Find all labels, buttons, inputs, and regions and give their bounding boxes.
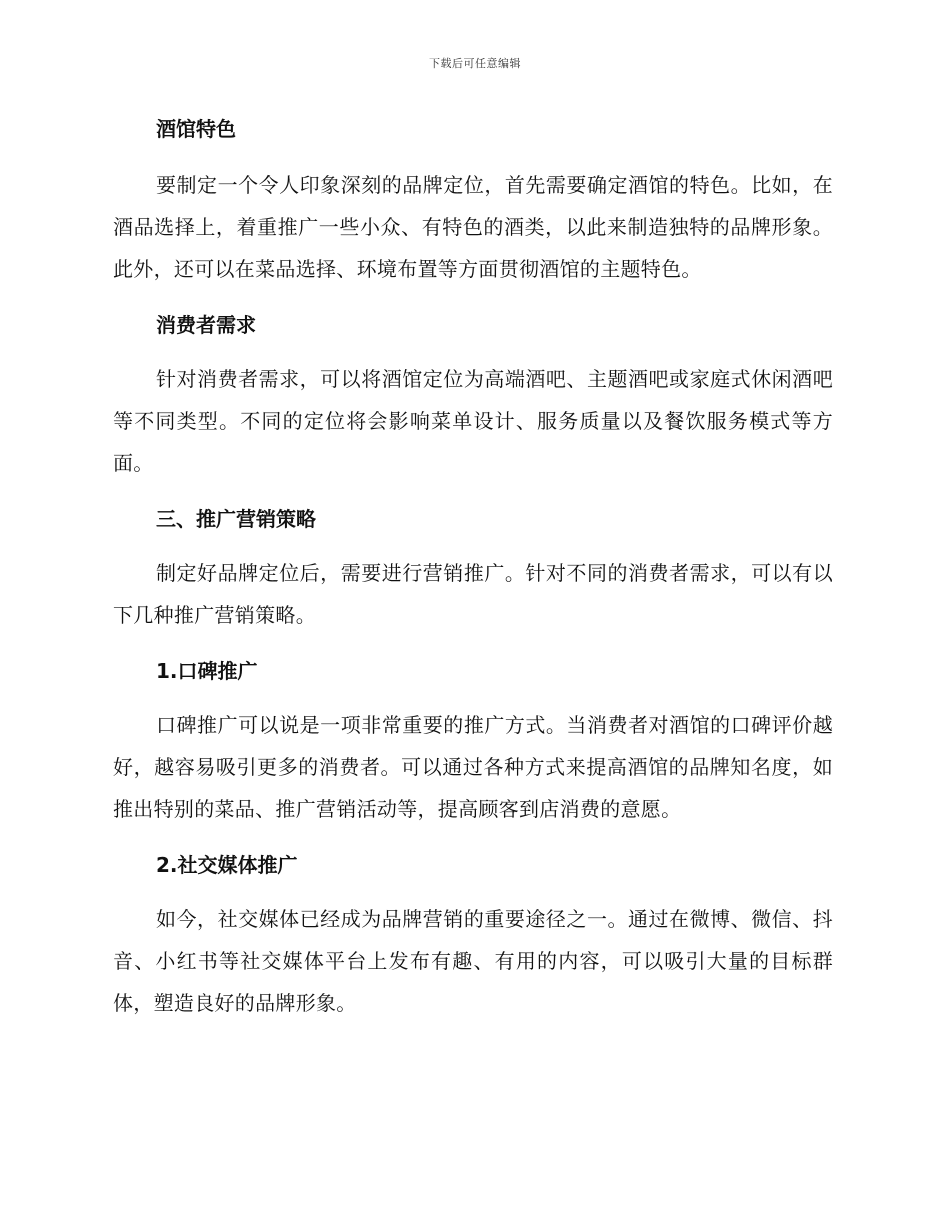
section-paragraph-social-media: 如今，社交媒体已经成为品牌营销的重要途径之一。通过在微博、微信、抖音、小红书等社交媒体平台上发布有趣、有用的内容，可以吸引大量的目标群体，塑造良好的品牌形象。 [113, 907, 833, 1015]
section-heading-social-media: 2.社交媒体推广 [156, 853, 298, 877]
section-heading-promotion-strategy: 三、推广营销策略 [156, 507, 316, 531]
section-heading-tavern-features: 酒馆特色 [156, 117, 236, 141]
page-header: 下载后可任意编辑 [429, 57, 521, 70]
section-heading-consumer-needs: 消费者需求 [156, 313, 256, 337]
document-body [113, 112, 833, 1024]
section-paragraph-tavern-features: 要制定一个令人印象深刻的品牌定位，首先需要确定酒馆的特色。比如，在酒品选择上，着重推广一些小众、有特色的酒类，以此来制造独特的品牌形象。此外，还可以在菜品选择、环境布置等方面贯彻酒馆的主题特色。 [113, 173, 833, 281]
section-paragraph-word-of-mouth: 口碑推广可以说是一项非常重要的推广方式。当消费者对酒馆的口碑评价越好，越容易吸引更多的消费者。可以通过各种方式来提高酒馆的品牌知名度，如推出特别的菜品、推广营销活动等，提高顾客到店消费的意愿。 [113, 713, 833, 821]
section-heading-word-of-mouth: 1.口碑推广 [156, 659, 258, 683]
section-paragraph-consumer-needs: 针对消费者需求，可以将酒馆定位为高端酒吧、主题酒吧或家庭式休闲酒吧等不同类型。不同的定位将会影响菜单设计、服务质量以及餐饮服务模式等方面。 [113, 367, 833, 475]
section-paragraph-promotion-strategy: 制定好品牌定位后，需要进行营销推广。针对不同的消费者需求，可以有以下几种推广营销策略。 [113, 561, 833, 627]
